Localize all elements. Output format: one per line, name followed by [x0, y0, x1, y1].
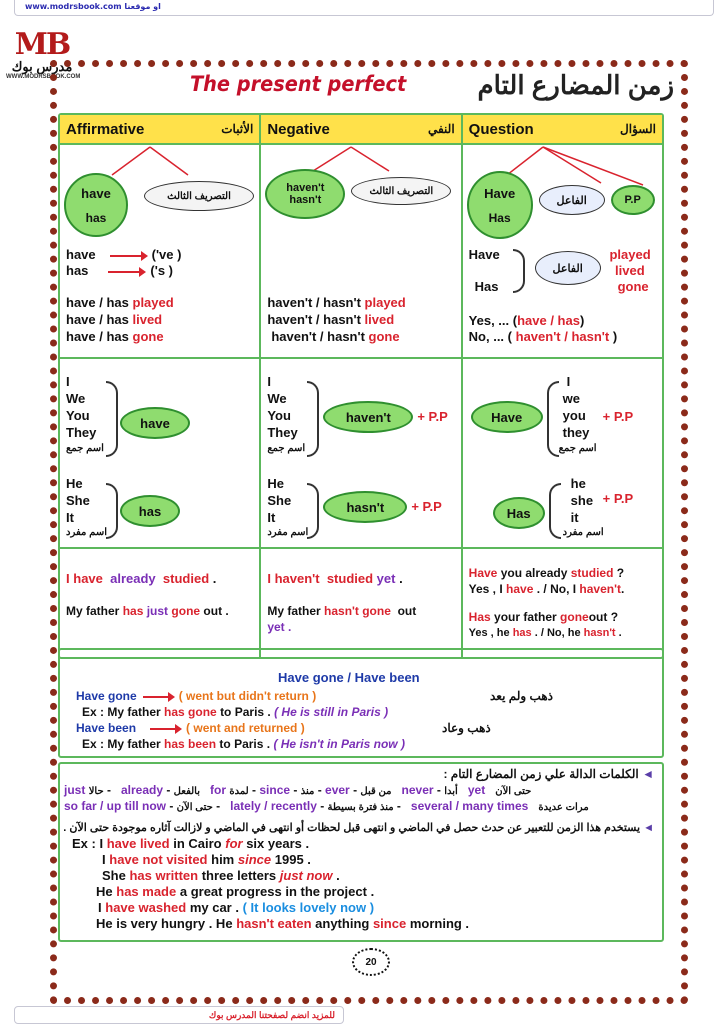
usage-example: He is very hungry . He hasn't eaten anything since morning .: [96, 916, 470, 931]
formation-question: [461, 145, 662, 357]
question-answer-1: Yes , I have . / No, I haven't.: [468, 582, 625, 596]
question-sentence-2: Has your father goneout ?: [468, 610, 619, 624]
keywords-box: [58, 762, 664, 942]
examples-question: [461, 549, 662, 657]
pronoun-row: [60, 357, 662, 547]
logo-mark: MB: [14, 27, 70, 62]
usage-example: I have not visited him since 1995 .: [102, 852, 311, 867]
hasnt-oval: hasn't: [323, 491, 407, 523]
past-participle-oval: التصريف الثالث: [351, 177, 451, 205]
usage-example: I have washed my car . ( It looks lovely now ): [98, 900, 375, 915]
aff-sentence-2: My father has just gone out .: [66, 604, 229, 618]
pp-oval: P.P: [611, 185, 655, 215]
header-negative: Negative النفي: [259, 115, 460, 143]
example-row: [60, 547, 662, 657]
keywords-line-1: just حالا - already - بالفعل for لمدة - since - منذ - ever - من قبل never - أبدا yet حتى الآن: [64, 783, 532, 797]
pronouns-negative: [259, 359, 460, 547]
past-participle-oval: التصريف الثالث: [144, 181, 254, 211]
been-arabic: ذهب وعاد: [442, 721, 491, 735]
brace-icon: [307, 381, 319, 457]
have-has-question-oval: Have Has: [467, 171, 533, 239]
brace-icon: [106, 483, 118, 539]
page-title-ar: زمن المضارع التام: [477, 70, 674, 100]
brace-icon: [307, 483, 319, 539]
has-question-oval: Has: [493, 497, 545, 529]
aff-sentence-1: I have already studied .: [66, 571, 217, 586]
plus-pp: + P.P: [411, 499, 442, 514]
question-verb: gone: [617, 279, 649, 294]
plus-pp: + P.P: [417, 409, 448, 424]
neg-example-line: haven't / hasn't lived: [267, 312, 395, 327]
usage-example: He has made a great progress in the project .: [96, 884, 375, 899]
have-question-oval: Have: [471, 401, 543, 433]
neg-example-line: haven't / hasn't gone: [271, 329, 400, 344]
header-question: Question السؤال: [461, 115, 662, 143]
grammar-table: [58, 113, 664, 659]
question-singular-pronouns: he she it: [570, 476, 594, 525]
plural-pronouns: I We You They: [66, 374, 97, 440]
singular-note: اسم مفرد: [66, 527, 107, 538]
aff-example-line: have / has played: [66, 295, 174, 310]
page-number: 20: [352, 948, 390, 976]
been-example: Ex : My father has been to Paris . ( He isn't in Paris now ): [82, 737, 405, 751]
pronouns-affirmative: [60, 359, 259, 547]
pronouns-question: [461, 359, 662, 547]
brace-icon: [513, 249, 525, 293]
keywords-line-2: so far / up till now - حتى الآن - lately / recently - منذ فترة بسيطة - several / many times مرات عديدة: [64, 799, 589, 813]
examples-affirmative: [60, 549, 259, 657]
short-answer-no: No, ... ( haven't / hasn't ): [468, 329, 618, 344]
usage-example: Ex : I have lived in Cairo for six years .: [72, 836, 310, 851]
brace-icon: [106, 381, 118, 457]
aff-example-line: have / has lived: [66, 312, 163, 327]
plural-pronouns: I We You They: [267, 374, 298, 440]
logo-url: WWW.MODRSBOOK.COM: [6, 74, 81, 80]
question-has: Has: [474, 279, 499, 294]
brace-icon: [549, 483, 561, 539]
question-answer-2: Yes , he has . / No, he hasn't .: [468, 627, 622, 639]
table-header-row: [60, 115, 662, 143]
havent-oval: haven't: [323, 401, 413, 433]
singular-pronouns: He She It: [267, 476, 292, 525]
neg-sentence-2-tail: yet .: [267, 620, 292, 634]
neg-example-line: haven't / hasn't played: [267, 295, 406, 310]
gone-definition: Have gone ( went but didn't return ): [76, 689, 317, 703]
plural-note: اسم جمع: [558, 443, 597, 454]
formation-row: [60, 143, 662, 357]
gone-example: Ex : My father has gone to Paris . ( He is still in Paris ): [82, 705, 389, 719]
contraction-has: has ('s ): [66, 263, 173, 278]
gone-arabic: ذهب ولم يعد: [490, 689, 553, 703]
question-verb: lived: [615, 263, 645, 278]
gone-been-box: [58, 648, 664, 758]
plus-pp: + P.P: [602, 491, 634, 506]
contraction-have: have ('ve ): [66, 247, 182, 262]
usage-example: She has written three letters just now .: [102, 868, 340, 883]
plus-pp: + P.P: [602, 409, 634, 424]
subject-oval: الفاعل: [535, 251, 601, 285]
singular-note: اسم مفرد: [267, 527, 309, 538]
examples-negative: [259, 549, 460, 657]
has-oval: has: [120, 495, 180, 527]
plural-note: اسم جمع: [66, 443, 104, 454]
keywords-heading: ◄ الكلمات الدالة علي زمن المضارع التام :: [443, 767, 654, 781]
page-title-en: The present perfect: [190, 72, 407, 96]
short-answer-yes: Yes, ... (have / has): [468, 313, 585, 328]
subject-oval: الفاعل: [539, 185, 605, 215]
neg-sentence-2: My father hasn't gone out: [267, 604, 417, 618]
logo-name: مدرس بوك: [11, 59, 73, 74]
formation-negative: [259, 145, 460, 357]
question-sentence-1: Have you already studied ?: [468, 566, 625, 580]
top-url-banner[interactable]: www.modrsbook.com او موقعنا: [14, 0, 714, 16]
singular-note: اسم مفرد: [562, 527, 604, 538]
aff-example-line: have / has gone: [66, 329, 164, 344]
have-has-oval: have has: [64, 173, 128, 237]
neg-sentence-1: I haven't studied yet .: [267, 571, 403, 586]
usage-note: ◄ يستخدم هذا الزمن للتعبير عن حدث حصل في الماضي و انتهى قبل لحظات أو انتهى في الماضي و لازالت آثاره موجودة حتى الآن .: [63, 822, 654, 834]
brace-icon: [547, 381, 559, 457]
have-oval: have: [120, 407, 190, 439]
footer-banner[interactable]: للمزيد انضم لصفحتنا المدرس بوك: [14, 1006, 344, 1024]
question-verb: played: [609, 247, 651, 262]
formation-affirmative: [60, 145, 259, 357]
question-plural-pronouns: I we you they: [562, 374, 590, 440]
been-definition: Have been ( went and returned ): [76, 721, 305, 735]
singular-pronouns: He She It: [66, 476, 90, 525]
gone-been-heading: Have gone / Have been: [278, 670, 420, 685]
header-affirmative: Affirmative الأثبات: [60, 115, 259, 143]
plural-note: اسم جمع: [267, 443, 306, 454]
question-have: Have: [468, 247, 500, 262]
havent-hasnt-oval: haven't hasn't: [265, 169, 345, 219]
